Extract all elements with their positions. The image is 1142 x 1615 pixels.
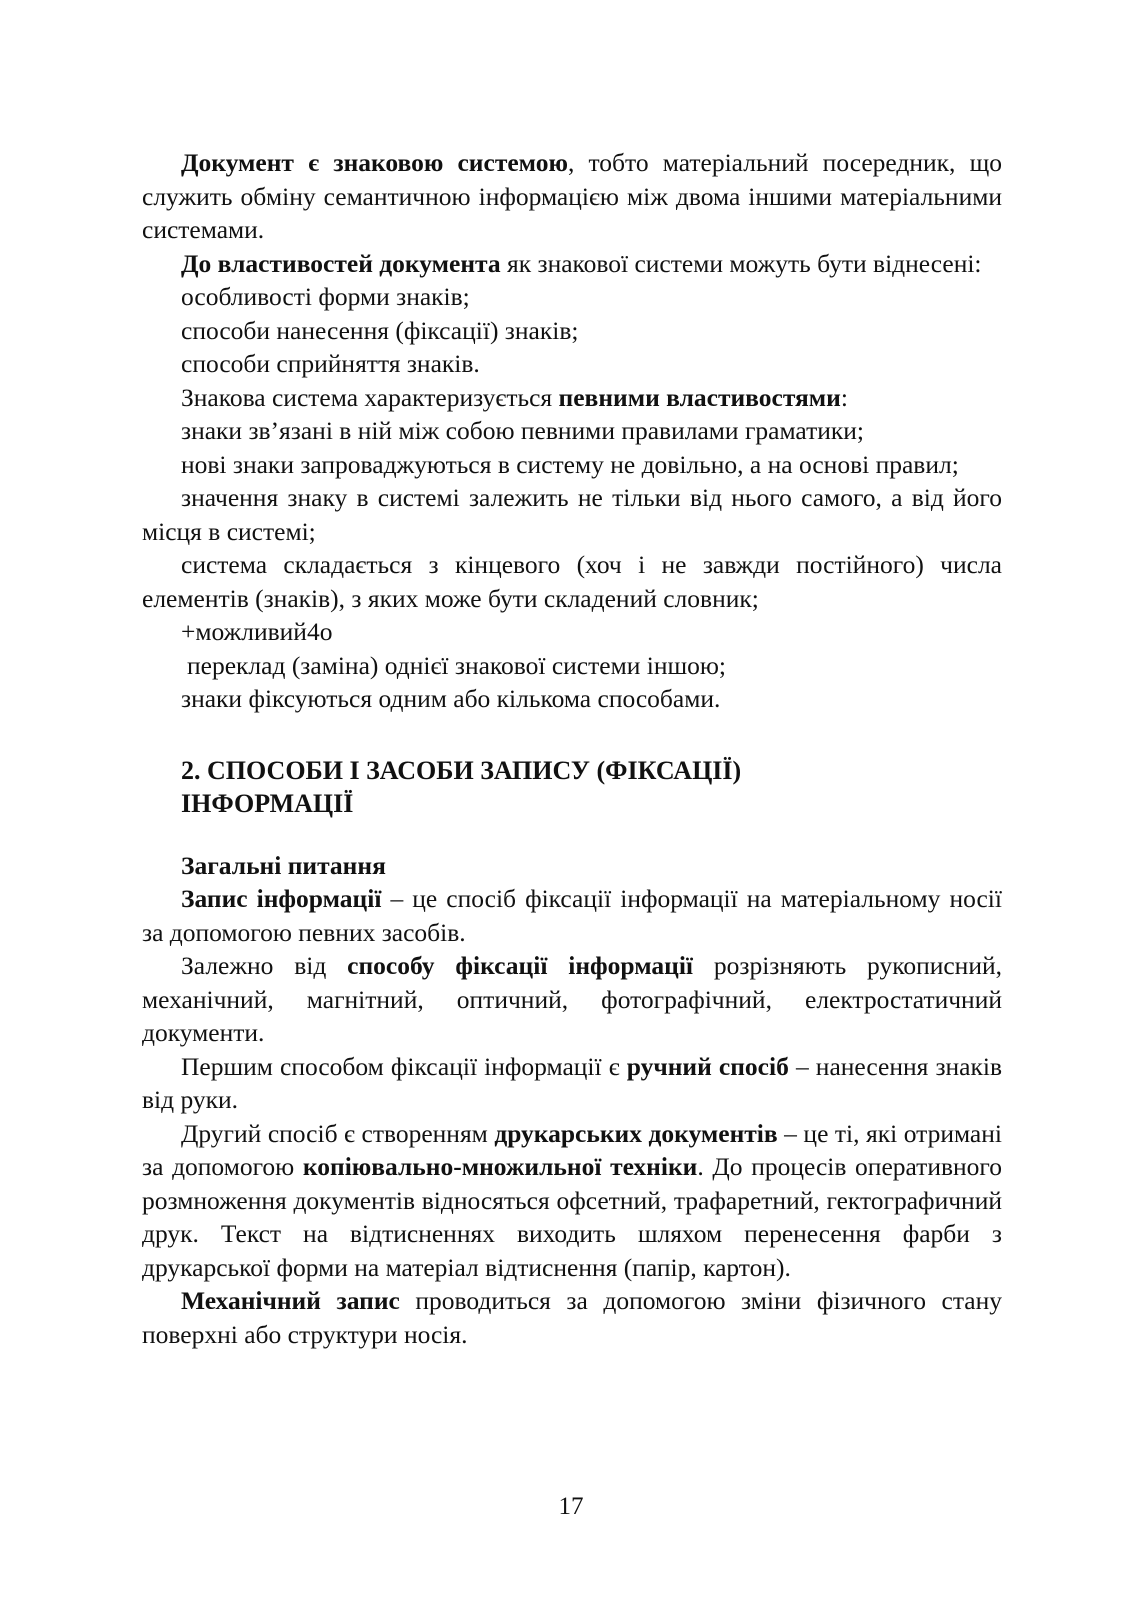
paragraph-text: , тобто матеріальний посередник, що служить обміну семантичною інформацією між двома іншими матеріальними системами.	[142, 148, 1002, 244]
list-item: значення знаку в системі залежить не тільки від нього самого, а від його місця в системі;	[142, 483, 1002, 546]
list-item: знаки зв’язані в ній між собою певними правилами граматики;	[181, 416, 864, 445]
paragraph-properties-intro	[142, 247, 1002, 281]
paragraph-text: розрізняють рукописний, механічний, магнітний, оптичний, фотографічний, електростатичний документи.	[142, 951, 1002, 1047]
section-heading	[142, 754, 1002, 821]
paragraph-text: :	[840, 382, 848, 412]
bold-term: До властивостей документа	[181, 248, 501, 278]
paragraph-manual-method	[142, 1050, 1002, 1117]
list-item: переклад (заміна) однієї знакової системи іншою;	[187, 650, 726, 680]
paragraph-text: Першим способом фіксації інформації є	[181, 1051, 627, 1081]
paragraph-sign-system	[142, 381, 1002, 415]
section-heading-line2: ІНФОРМАЦІЇ	[181, 789, 354, 818]
bold-term: друкарських документів	[494, 1118, 778, 1148]
list-item: +можливий4о	[181, 617, 333, 646]
bold-term: Механічний запис	[181, 1286, 400, 1315]
list-item: знаки фіксуються одним або кількома способами.	[181, 684, 721, 713]
paragraph-text: – це ті, які отримані за допомогою	[142, 1118, 1002, 1181]
paragraph-text: Залежно від	[181, 951, 348, 980]
document-page	[142, 146, 1002, 1351]
paragraph-record-methods	[142, 949, 1002, 1050]
paragraph-mechanical-record	[142, 1284, 1002, 1351]
page-number: 17	[558, 1493, 584, 1520]
bold-term: певними властивостями	[558, 382, 841, 412]
paragraph-printed-documents	[142, 1117, 1002, 1285]
paragraph-text: як знакової системи можуть бути віднесені:	[500, 248, 982, 278]
list-item: система складається з кінцевого (хоч і не завжди постійного) числа елементів (знаків), з яких може бути складений словник;	[142, 550, 1002, 613]
paragraph-text: – нанесення знаків від руки.	[142, 1051, 1002, 1114]
paragraph-text: Знакова система характеризується	[181, 382, 559, 412]
bold-term: ручний спосіб	[626, 1051, 789, 1081]
paragraph-text: Другий спосіб є створенням	[181, 1118, 495, 1148]
bold-term: копіювально-множильної техніки	[302, 1152, 698, 1181]
list-item: способи сприйняття знаків.	[181, 349, 480, 378]
list-item: способи нанесення (фіксації) знаків;	[181, 315, 579, 345]
paragraph-text: проводиться за допомогою зміни фізичного стану поверхні або структури носія.	[142, 1286, 1002, 1349]
bold-term: Запис інформації	[181, 884, 382, 913]
bold-term: способу фіксації інформації	[347, 951, 694, 980]
section-heading-line1: 2. СПОСОБИ І ЗАСОБИ ЗАПИСУ (ФІКСАЦІЇ)	[181, 755, 742, 785]
paragraph-text: – це спосіб фіксації інформації на матеріальному носії за допомогою певних засобів.	[142, 884, 1002, 947]
paragraph-text: . До процесів оперативного розмноження документів відносяться офсетний, трафаретний, гектографичний друк. Текст на відтисненнях виходить шляхом перенесення фарби з друкарської форми на матеріал відтиснення (папір, картон).	[142, 1152, 1002, 1282]
paragraph-document-definition	[142, 146, 1002, 247]
subheading: Загальні питання	[181, 850, 386, 880]
list-item: особливості форми знаків;	[181, 282, 470, 311]
bold-term: Документ є знаковою системою	[181, 148, 568, 177]
paragraph-record-definition	[142, 882, 1002, 949]
list-item: нові знаки запроваджуються в систему не довільно, а на основі правил;	[181, 449, 959, 479]
